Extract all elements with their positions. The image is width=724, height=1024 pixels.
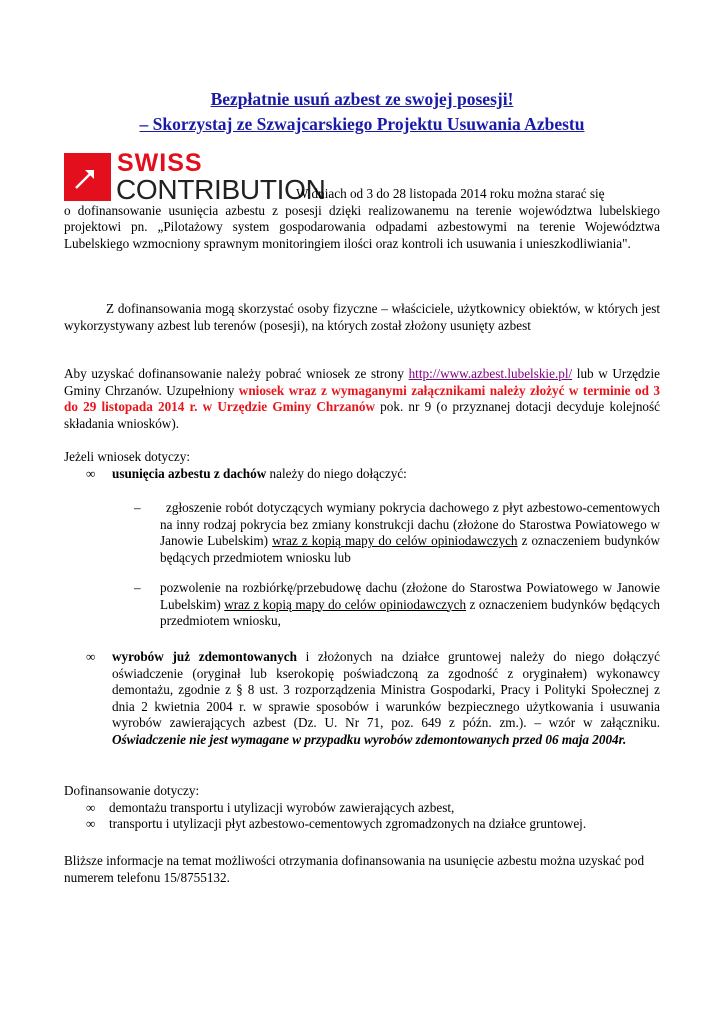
logo-swiss-text: SWISS xyxy=(117,149,203,177)
contact-paragraph: Bliższe informacje na temat możliwości otrzymania dofinansowania na usunięcie azbestu można uzyskać pod numerem telefonu 15/8755132. xyxy=(64,853,645,885)
funding-item-text: transportu i utylizacji płyt azbestowo-cementowych zgromadzonych na działce gruntowej. xyxy=(109,816,587,831)
concerns-heading: Jeżeli wniosek dotyczy: xyxy=(64,449,190,464)
roof-bold-text: usunięcia azbestu z dachów xyxy=(112,465,267,481)
demolition-permit-text: pozwolenie na rozbiórkę/przebudowę dachu (złożone do Starostwa Powiatowego w Janowie Lubelskim) xyxy=(160,580,660,612)
bullet-icon: ∞ xyxy=(86,799,96,815)
dismantled-bold-text: wyrobów już zdemontowanych xyxy=(112,649,297,664)
roof-notification-text: zgłoszenie robót dotyczących wymiany pokrycia dachowego z płyt azbestowo-cementowych na inny rodzaj pokrycia bez zmiany konstrukcji dachu (złożone do Starostwa Powiatowego w Janowie Lubelskim) xyxy=(160,500,660,548)
dash-icon: – xyxy=(134,500,141,515)
bullet-icon: ∞ xyxy=(86,649,96,664)
funding-heading: Dofinansowanie dotyczy: xyxy=(64,783,200,798)
roof-notification-tail: z oznaczeniem budynków będących przedmiotem wniosku lub xyxy=(160,533,661,565)
funding-item xyxy=(64,800,660,817)
intro-paragraph: o dofinansowanie usunięcia azbestu z posesji dzięki realizowanemu na terenie województwa lubelskiego projektowi pn. „Pilotażowy system gospodarowania odpadami azbestowymi na terenie Województwa Lubelskiego wzmocniony sprawnym monitoringiem ilości oraz kontroli ich usuwania i unieszkodliwiania". xyxy=(64,202,660,251)
application-text-3: pok. nr 9 (o przyznanej dotacji decyduje kolejność składania wniosków). xyxy=(64,399,660,431)
intro-first-line: W dniach od 3 do 28 listopada 2014 roku można starać się xyxy=(296,186,605,201)
funding-item xyxy=(64,816,660,833)
application-text-2: lub w Urzędzie Gminy Chrzanów. Uzupełniony xyxy=(64,366,660,398)
application-text-1: Aby uzyskać dofinansowanie należy pobrać wniosek ze strony xyxy=(64,366,409,381)
dash-icon: – xyxy=(134,580,141,595)
azbest-website-link[interactable]: http://www.azbest.lubelskie.pl/ xyxy=(408,366,573,381)
logo-contribution-text: CONTRIBUTION xyxy=(116,174,326,205)
demolition-permit-tail: z oznaczeniem budynków będących przedmiotem wniosku, xyxy=(160,596,660,628)
list-item-demolition-permit xyxy=(64,580,660,630)
bullet-icon: ∞ xyxy=(86,465,96,481)
funding-item-text: demontażu transportu i utylizacji wyrobów zawierających azbest, xyxy=(109,799,455,815)
page-title-line-1: Bezpłatnie usuń azbest ze swojej posesji! xyxy=(210,89,514,109)
application-deadline-highlight: wniosek wraz z wymaganymi załącznikami należy złożyć w terminie od 3 do 29 listopada 2014 r. w Urzędzie Gminy Chrzanów xyxy=(64,382,660,414)
dismantled-note: Oświadczenie nie jest wymagane w przypadku wyrobów zdemontowanych przed 06 maja 2004r. xyxy=(112,731,627,747)
eligibility-paragraph: Z dofinansowania mogą skorzystać osoby fizyczne – właściciele, użytkownicy obiektów, w których jest wykorzystywany azbest lub terenów (posesji), na których został złożony usunięty azbest xyxy=(64,301,660,333)
roof-notification-map-requirement: wraz z kopią mapy do celów opiniodawczych xyxy=(272,533,518,548)
dismantled-rest-text: i złożonych na działce gruntowej należy do niego dołączyć oświadczenie (oryginał lub kserokopię poświadczoną za zgodność z oryginałem) wykonawcy demontażu, zgodnie z § 8 ust. 3 rozporządzenia Ministra Gospodarki, Pracy i Polityki Społecznej z dnia 2 kwietnia 2004 r. w sprawie sposobów i warunków bezpiecznego użytkowania i usuwania wyrobów zawierających azbest (Dz. U. Nr 71, poz. 649 z późn. zm.). – wzór w załączniku. xyxy=(112,649,660,730)
list-item-roof xyxy=(64,466,660,483)
demolition-permit-map-requirement: wraz z kopią mapy do celów opiniodawczych xyxy=(224,596,467,612)
list-item-dismantled xyxy=(64,649,660,748)
roof-rest-text: należy do niego dołączyć: xyxy=(266,465,407,481)
list-item-roof-notification xyxy=(64,500,660,566)
bullet-icon: ∞ xyxy=(86,816,96,831)
page-title-line-2: – Skorzystaj ze Szwajcarskiego Projektu Usuwania Azbestu xyxy=(139,114,585,134)
application-paragraph xyxy=(64,366,660,432)
